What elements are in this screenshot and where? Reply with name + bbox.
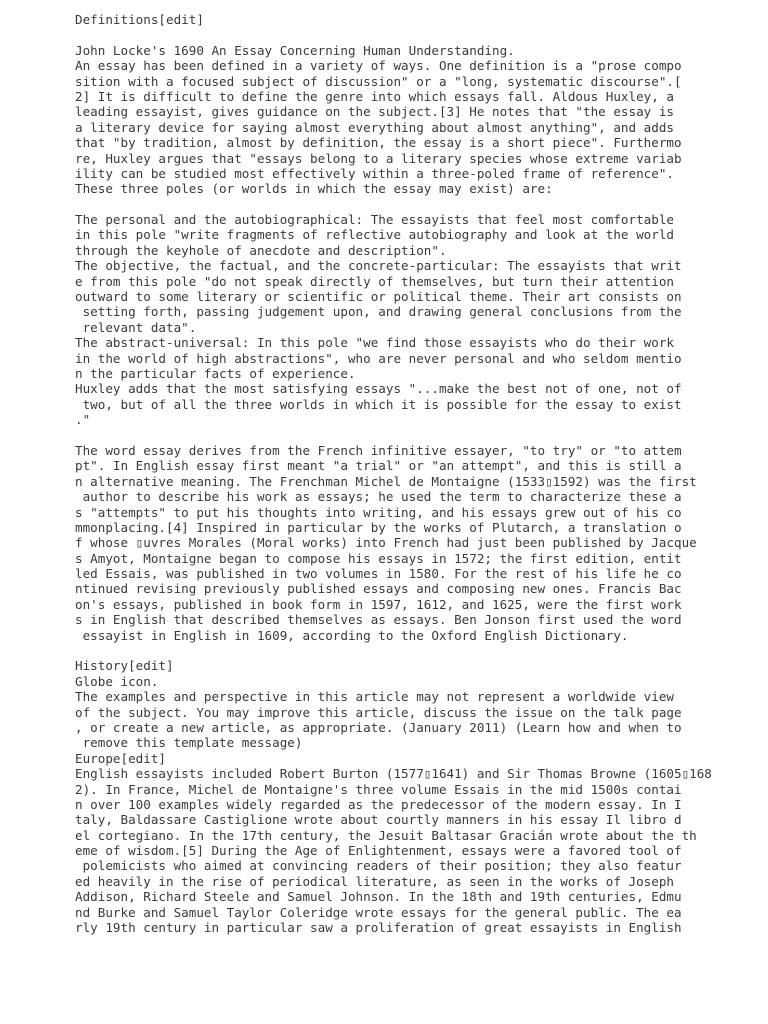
text-line: s "attempts" to put his thoughts into writing, and his essays grew out of his co [75, 504, 682, 520]
blank-line [75, 643, 755, 658]
text-line: author to describe his work as essays; he used the term to characterize these a [75, 489, 682, 505]
text-line: mmonplacing.[4] Inspired in particular by the works of Plutarch, a translation o [75, 519, 682, 535]
notice-text: remove this template message) [75, 735, 303, 751]
section-heading-history: History[edit] [75, 658, 174, 674]
text-line: on's essays, published in book form in 1597, 1612, and 1625, were the first work [75, 596, 682, 612]
text-line: The objective, the factual, and the concrete-particular: The essayists that writ [75, 258, 682, 274]
text-line: 2). In France, Michel de Montaigne's three volume Essais in the mid 1500s contai [75, 781, 682, 797]
text-line: Huxley adds that the most satisfying essays "...make the best not of one, not of [75, 381, 682, 397]
text-line: el cortegiano. In the 17th century, the Jesuit Baltasar Gracián wrote about the th [75, 827, 697, 843]
text-line: These three poles (or worlds in which the essay may exist) are: [75, 181, 553, 197]
text-line: essayist in English in 1609, according to the Oxford English Dictionary. [75, 627, 629, 643]
text-line: led Essais, was published in two volumes in 1580. For the rest of his life he co [75, 566, 682, 582]
text-line: s in English that described themselves as essays. Ben Jonson first used the word [75, 612, 682, 628]
text-line: through the keyhole of anecdote and description". [75, 242, 447, 258]
text-line: The word essay derives from the French infinitive essayer, "to try" or "to attem [75, 442, 682, 458]
notice-text: The examples and perspective in this article may not represent a worldwide view [75, 689, 674, 705]
text-line: in the world of high abstractions", who are never personal and who seldom mentio [75, 350, 682, 366]
text-line: ility can be studied most effectively within a three-poled frame of reference". [75, 165, 674, 181]
text-line: n alternative meaning. The Frenchman Michel de Montaigne (1533▯1592) was the first [75, 473, 697, 489]
text-line: taly, Baldassare Castiglione wrote about courtly manners in his essay Il libro d [75, 812, 682, 828]
text-line: The personal and the autobiographical: The essayists that feel most comfortable [75, 212, 674, 228]
text-line: An essay has been defined in a variety of ways. One definition is a "prose compo [75, 58, 682, 74]
text-line: n over 100 examples widely regarded as the predecessor of the modern essay. In I [75, 796, 682, 812]
blank-line [75, 197, 755, 212]
blank-line [75, 27, 755, 42]
section-heading-definitions: Definitions[edit] [75, 12, 204, 27]
text-line: setting forth, passing judgement upon, and drawing general conclusions from the [75, 304, 682, 320]
text-line: ed heavily in the rise of periodical literature, as seen in the works of Joseph [75, 873, 674, 889]
text-line: in this pole "write fragments of reflective autobiography and look at the world [75, 227, 674, 243]
image-caption: John Locke's 1690 An Essay Concerning Human Understanding. [75, 42, 515, 58]
text-line: pt". In English essay first meant "a trial" or "an attempt", and this is still a [75, 458, 682, 474]
text-line: e from this pole "do not speak directly of themselves, but turn their attention [75, 273, 674, 289]
text-line: n the particular facts of experience. [75, 365, 356, 381]
text-line: polemicists who aimed at convincing readers of their position; they also featur [75, 858, 682, 874]
notice-text: of the subject. You may improve this article, discuss the issue on the talk page [75, 704, 682, 720]
text-line: relevant data". [75, 319, 197, 335]
text-line: that "by tradition, almost by definition, the essay is a short piece". Furthermo [75, 135, 682, 151]
text-line: ntinued revising previously published essays and composing new ones. Francis Bac [75, 581, 682, 597]
document-text [75, 12, 755, 935]
text-line: a literary device for saying almost everything about almost anything", and adds [75, 119, 674, 135]
text-line: 2] It is difficult to define the genre into which essays fall. Aldous Huxley, a [75, 88, 674, 104]
text-line: English essayists included Robert Burton (1577▯1641) and Sir Thomas Browne (1605▯168 [75, 766, 712, 782]
text-line: rly 19th century in particular saw a proliferation of great essayists in English [75, 920, 682, 936]
blank-line [75, 428, 755, 443]
text-line: The abstract-universal: In this pole "we find those essayists who do their work [75, 335, 674, 351]
text-line: outward to some literary or scientific or political theme. Their art consists on [75, 289, 682, 305]
notice-text: , or create a new article, as appropriate. (January 2011) (Learn how and when to [75, 719, 682, 735]
globe-icon-alt-text: Globe icon. [75, 673, 159, 689]
text-line: ." [75, 412, 91, 428]
section-heading-europe: Europe[edit] [75, 750, 166, 766]
text-line: leading essayist, gives guidance on the subject.[3] He notes that "the essay is [75, 104, 674, 120]
text-line: eme of wisdom.[5] During the Age of Enlightenment, essays were a favored tool of [75, 843, 682, 859]
text-line: f whose ▯uvres Morales (Moral works) into French had just been published by Jacque [75, 535, 697, 551]
text-line: two, but of all the three worlds in which it is possible for the essay to exist [75, 396, 682, 412]
text-line: s Amyot, Montaigne began to compose his essays in 1572; the first edition, entit [75, 550, 682, 566]
text-line: sition with a focused subject of discussion" or a "long, systematic discourse".[ [75, 73, 682, 89]
text-line: re, Huxley argues that "essays belong to a literary species whose extreme variab [75, 150, 682, 166]
text-line: nd Burke and Samuel Taylor Coleridge wrote essays for the general public. The ea [75, 904, 682, 920]
text-line: Addison, Richard Steele and Samuel Johnson. In the 18th and 19th centuries, Edmu [75, 889, 682, 905]
